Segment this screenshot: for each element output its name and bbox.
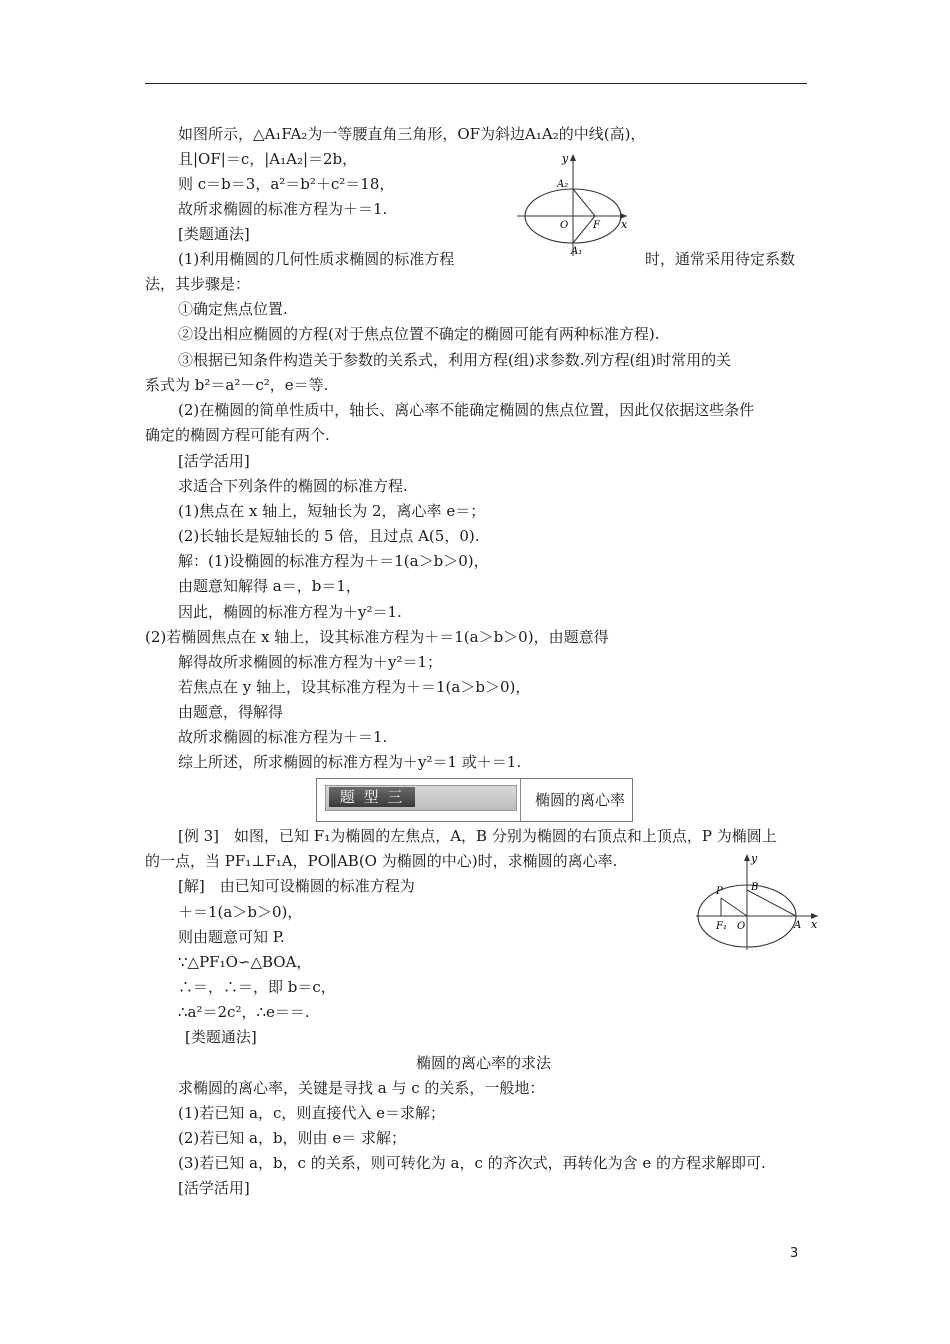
header-rule [145, 83, 807, 84]
text-line: ③根据已知条件构造关于参数的关系式，利用方程(组)求参数.列方程(组)时常用的关 [178, 351, 732, 369]
text-line: 且|OF|＝c，|A₁A₂|＝2b， [178, 150, 358, 168]
banner-divider [520, 779, 521, 821]
text-line: (1)焦点在 x 轴上，短轴长为 2，离心率 e＝； [178, 502, 486, 520]
text-line: 法，其步骤是： [145, 275, 251, 293]
text-line: [解] 由已知可设椭圆的标准方程为 [178, 877, 415, 895]
section-label: [活学活用] [178, 1179, 250, 1197]
text-line: (1)利用椭圆的几何性质求椭圆的标准方程 [178, 250, 455, 268]
fig1-label-o: O [560, 220, 569, 231]
text-line: 的一点，当 PF₁⊥F₁A，PO∥AB(O 为椭圆的中心)时，求椭圆的离心率. [145, 852, 618, 870]
text-line: ∴＝，∴＝，即 b＝c， [178, 978, 336, 996]
text-line: 则由题意可知 P. [178, 928, 285, 946]
fig1-label-f: F [593, 220, 600, 231]
fig1-label-a2: A₂ [557, 179, 569, 190]
text-line: 因此，椭圆的标准方程为＋y²＝1. [178, 603, 402, 621]
text-line: 则 c＝b＝3，a²＝b²＋c²＝18， [178, 175, 395, 193]
text-line: 由题意知解得 a＝，b＝1， [178, 577, 361, 595]
text-line: (2)长轴长是短轴长的 5 倍，且过点 A(5，0). [178, 527, 480, 545]
text-line: [例 3] 如图，已知 F₁为椭圆的左焦点，A，B 分别为椭圆的右顶点和上顶点，P 为椭圆上 [178, 827, 777, 845]
fig2-label-a: A [794, 920, 802, 931]
text-line: 综上所述，所求椭圆的标准方程为＋y²＝1 或＋＝1. [178, 753, 522, 771]
text-line: (3)若已知 a，b，c 的关系，则可转化为 a，c 的齐次式，再转化为含 e 的方程求解即可. [178, 1154, 766, 1172]
text-line: 系式为 b²＝a²－c²，e＝等. [145, 376, 329, 394]
fig2-label-f1: F₁ [716, 921, 727, 932]
fig2-label-x: x [811, 918, 818, 931]
fig2-label-o: O [737, 921, 746, 932]
text-line: ∴a²＝2c²，∴e＝＝. [178, 1003, 310, 1021]
text-line: (1)若已知 a，c，则直接代入 e＝求解； [178, 1104, 446, 1122]
fig2-label-p: P [716, 886, 723, 897]
section-label: [类题通法] [185, 1028, 257, 1046]
text-line: 若焦点在 y 轴上，设其标准方程为＋＝1(a＞b＞0)， [178, 678, 531, 696]
ellipse-figure-2 [694, 852, 822, 952]
page-number: 3 [790, 1246, 799, 1261]
text-line: 求椭圆的离心率，关键是寻找 a 与 c 的关系，一般地： [178, 1079, 545, 1097]
section-banner [316, 778, 633, 822]
fig1-label-y: y [562, 152, 569, 165]
text-line: (2)在椭圆的简单性质中，轴长、离心率不能确定椭圆的焦点位置，因此仅依据这些条件 [178, 401, 755, 419]
section-label: [类题通法] [178, 225, 250, 243]
text-line: 时，通常采用待定系数 [645, 250, 796, 268]
fig1-label-x: x [621, 218, 628, 231]
text-line: (2)若椭圆焦点在 x 轴上，设其标准方程为＋＝1(a＞b＞0)，由题意得 [145, 628, 609, 646]
section-label: [活学活用] [178, 452, 250, 470]
text-line: 确定的椭圆方程可能有两个. [145, 426, 330, 444]
ellipse-figure-1 [515, 152, 635, 260]
text-line: 如图所示，△A₁FA₂为一等腰直角三角形，OF为斜边A₁A₂的中线(高)， [178, 125, 646, 143]
centered-heading: 椭圆的离心率的求法 [416, 1054, 552, 1072]
text-line: ①确定焦点位置. [178, 300, 288, 318]
section-tag [325, 785, 517, 811]
text-line: (2)若已知 a，b，则由 e＝ 求解； [178, 1129, 406, 1147]
fig2-label-y: y [751, 852, 758, 865]
text-line: 求适合下列条件的椭圆的标准方程. [178, 477, 408, 495]
text-line: 故所求椭圆的标准方程为＋＝1. [178, 200, 388, 218]
text-line: 解：(1)设椭圆的标准方程为＋＝1(a＞b＞0)， [178, 552, 489, 570]
text-line: ②设出相应椭圆的方程(对于焦点位置不确定的椭圆可能有两种标准方程). [178, 325, 660, 343]
text-line: ∵△PF₁O∽△BOA， [178, 953, 312, 971]
section-title: 椭圆的离心率 [535, 791, 626, 809]
text-line: 故所求椭圆的标准方程为＋＝1. [178, 728, 388, 746]
section-tag-label: 题 型 三 [329, 787, 415, 807]
fig2-label-b: B [751, 882, 759, 893]
text-line: ＋＝1(a＞b＞0)， [178, 903, 303, 921]
text-line: 由题意，得解得 [178, 703, 284, 721]
fig1-label-a1: A₁ [571, 246, 583, 257]
text-line: 解得故所求椭圆的标准方程为＋y²＝1； [178, 653, 443, 671]
